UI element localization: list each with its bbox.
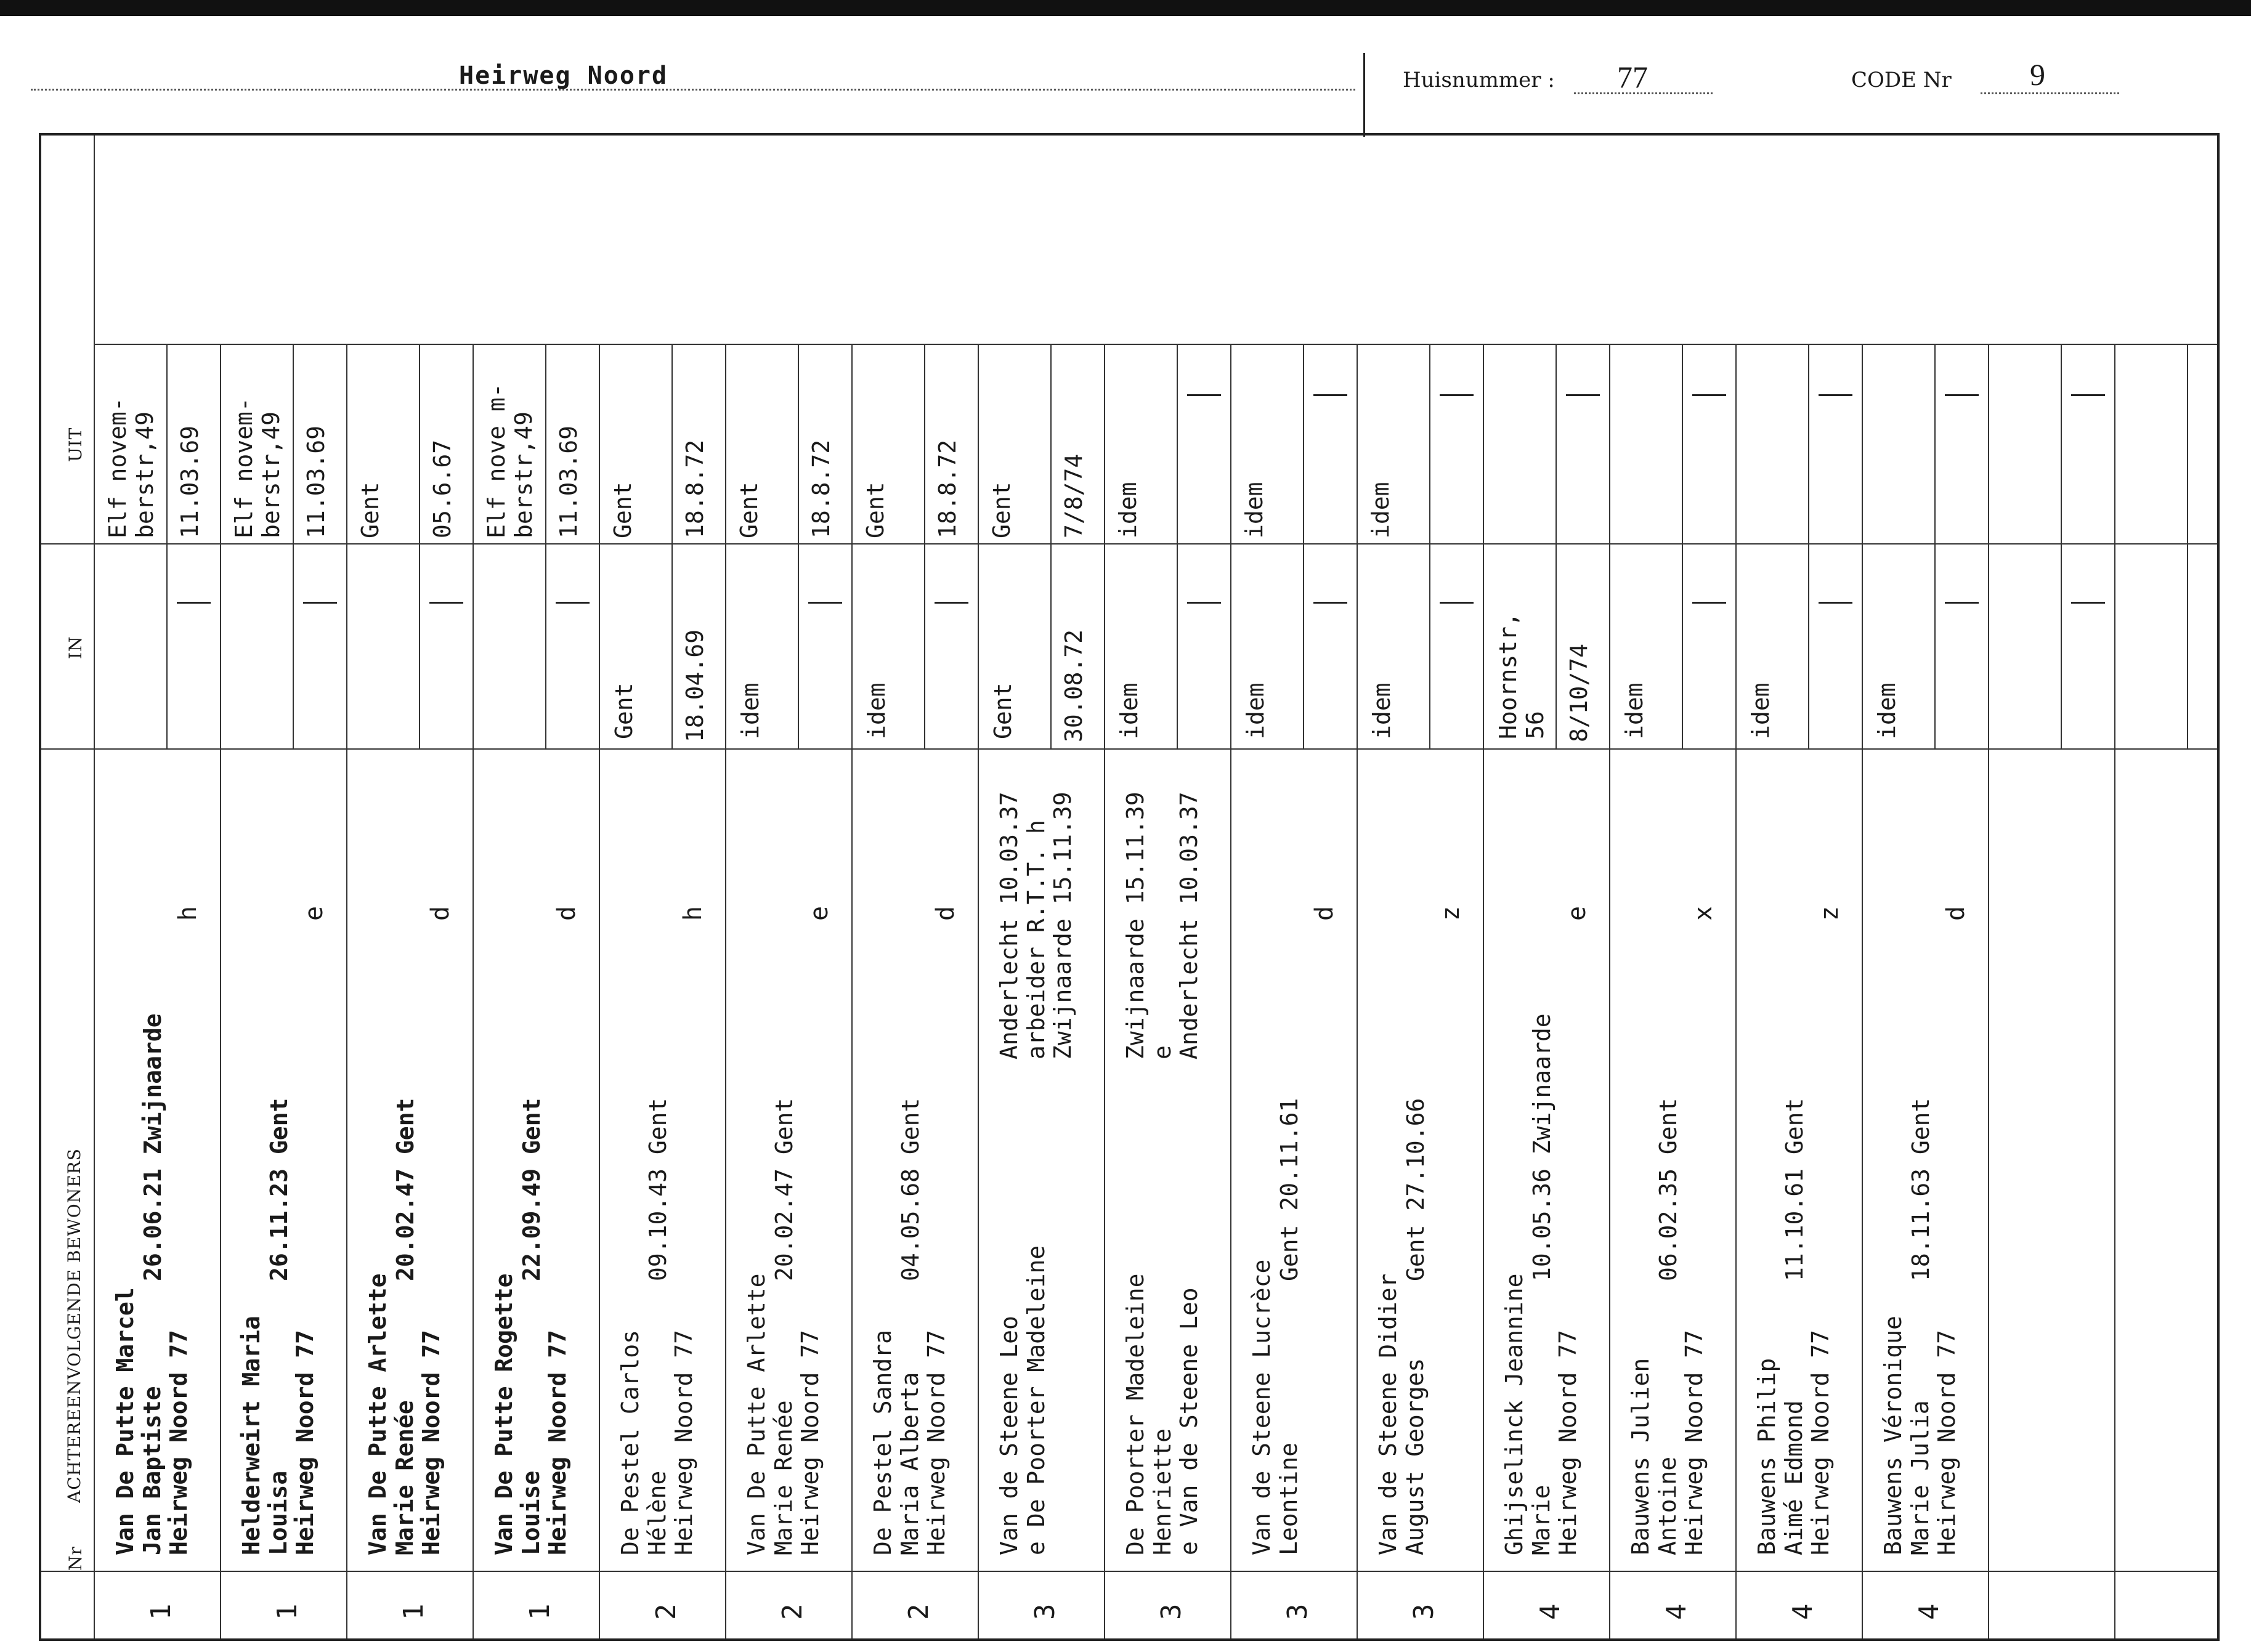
date-subcolumn-divider <box>1177 344 1178 748</box>
text-line: Gent 27.10.66 <box>1402 1098 1429 1281</box>
text-line: arbeider R.T.T. h <box>1022 820 1050 1059</box>
row-divider <box>346 344 347 1641</box>
row-divider <box>1483 344 1484 1641</box>
row-divider <box>1357 344 1358 1641</box>
text-line: d <box>1942 905 1970 921</box>
text-line: Henriette <box>1148 1428 1176 1555</box>
resident-name <box>238 1316 319 1555</box>
resident-name <box>1375 1273 1429 1555</box>
text-line: Jan Baptiste <box>138 1386 166 1555</box>
in-origin <box>611 682 638 739</box>
text-line: idem <box>1116 682 1143 739</box>
text-line: 10.05.36 Zwijnaarde <box>1528 1013 1555 1281</box>
text-line: 05.6.67 <box>429 439 456 538</box>
in-residents-divider <box>41 748 2220 750</box>
text-line: e <box>1563 905 1591 921</box>
text-line: idem <box>1747 682 1774 739</box>
birth-date-place <box>1655 1098 1682 1281</box>
text-line: Heirweg Noord 77 <box>670 1329 698 1555</box>
in-origin <box>1369 682 1396 739</box>
scan-top-edge <box>0 0 2251 16</box>
text-line: Van De Putte Marcel <box>112 1287 139 1555</box>
resident-name <box>491 1273 572 1555</box>
dash-mark <box>429 602 463 604</box>
birth-date-place <box>771 1098 798 1281</box>
text-line: idem <box>1368 682 1395 739</box>
text-line: Louise <box>517 1470 545 1555</box>
text-line: Anderlecht 10.03.37 <box>996 792 1023 1059</box>
text-line: berstr,49 <box>509 411 537 538</box>
header-divider <box>1363 53 1365 137</box>
dash-mark <box>303 602 337 604</box>
text-line: Gent <box>862 482 889 538</box>
in-origin <box>1748 682 1775 739</box>
text-line: Heirweg Noord 77 <box>418 1329 445 1555</box>
birth-date-place <box>1403 1098 1430 1281</box>
date-subcolumn-divider <box>1682 344 1683 748</box>
text-line: e <box>1148 1045 1176 1059</box>
row-number <box>1030 1604 1061 1621</box>
text-line: 18.8.72 <box>934 439 961 538</box>
dash-mark <box>556 602 590 604</box>
text-line: 4 <box>1661 1603 1692 1620</box>
resident-name <box>744 1273 824 1555</box>
text-line: Marie Julia <box>1906 1400 1934 1555</box>
dash-mark <box>1313 602 1347 604</box>
row-number <box>777 1604 809 1621</box>
resident-name <box>1754 1330 1835 1555</box>
text-line: 3 <box>1029 1603 1061 1620</box>
uit-date <box>556 426 583 538</box>
uit-destination <box>862 482 890 538</box>
row-divider <box>725 344 726 1641</box>
text-line: Heirweg Noord 77 <box>291 1329 319 1555</box>
text-line: berstr,49 <box>257 411 285 538</box>
text-line: h <box>174 905 202 921</box>
column-header-residents: ACHTEREENVOLGENDE BEWONERS <box>64 1148 84 1503</box>
text-line: e <box>805 905 833 921</box>
text-line: Heirweg Noord 77 <box>165 1329 193 1555</box>
text-line: 30.08.72 <box>1060 629 1087 742</box>
text-line: Antoine <box>1653 1456 1681 1555</box>
text-line: Heirweg Noord 77 <box>544 1329 572 1555</box>
role-code <box>174 906 202 921</box>
uit-date <box>303 426 330 538</box>
row-number <box>1283 1604 1314 1621</box>
uit-destination <box>231 397 285 538</box>
text-line: Elf novem- <box>230 397 258 538</box>
code-dotted-line <box>1981 92 2119 94</box>
resident-name <box>365 1273 445 1555</box>
uit-destination <box>1241 482 1268 538</box>
text-line: 18.8.72 <box>808 439 835 538</box>
text-line: Zwijnaarde 15.11.39 <box>1122 792 1149 1059</box>
text-line: Gent <box>357 482 384 538</box>
row-number <box>651 1604 683 1621</box>
dash-mark <box>1819 602 1852 604</box>
text-line: Gent <box>610 682 638 739</box>
text-line: 2 <box>651 1603 682 1620</box>
text-line: Bauwens Philip <box>1753 1358 1780 1555</box>
text-line: 8/10/74 <box>1565 643 1592 742</box>
text-line: Marie <box>1527 1484 1555 1555</box>
birth-date-place <box>266 1098 293 1281</box>
text-line: z <box>1437 905 1465 921</box>
text-line: Elf nove m- <box>483 383 510 538</box>
date-subcolumn-divider <box>166 344 168 748</box>
role-code <box>553 906 581 921</box>
uit-destination <box>357 482 384 538</box>
text-line: De Pestel Sandra <box>869 1329 896 1555</box>
text-line: e Van de Steene Leo <box>1175 1287 1203 1555</box>
column-header-nr: Nr <box>65 1546 86 1571</box>
residents-nr-divider <box>41 1571 2220 1572</box>
text-line: Heirweg Noord 77 <box>1933 1329 1961 1555</box>
text-line: 18.8.72 <box>681 439 708 538</box>
text-line: Heirweg Noord 77 <box>1554 1329 1582 1555</box>
role-code <box>1310 906 1339 921</box>
text-line: idem <box>1114 482 1142 538</box>
dash-mark <box>1566 394 1600 396</box>
text-line: e <box>300 905 328 921</box>
row-number <box>146 1604 177 1621</box>
in-origin <box>737 682 765 739</box>
role-code <box>805 906 833 921</box>
text-line: 2 <box>903 1603 935 1620</box>
code-label: CODE Nr <box>1851 68 1952 92</box>
resident-name <box>1628 1330 1708 1555</box>
text-line: Bauwens Véronique <box>1880 1316 1907 1555</box>
text-line: d <box>553 905 581 921</box>
text-line: Zwijnaarde 15.11.39 <box>1049 792 1077 1059</box>
row-number <box>399 1604 430 1621</box>
in-origin <box>1874 682 1901 739</box>
text-line: 3 <box>1282 1603 1313 1620</box>
row-divider <box>473 344 474 1641</box>
text-line: 18.04.69 <box>681 629 708 742</box>
uit-destination <box>736 482 763 538</box>
row-divider <box>1230 344 1231 1641</box>
role-code <box>1942 906 1970 921</box>
row-divider <box>851 344 853 1641</box>
text-line: berstr,49 <box>131 411 158 538</box>
text-line: 06.02.35 Gent <box>1655 1098 1682 1281</box>
text-line: 1 <box>272 1603 303 1620</box>
text-line: d <box>931 905 960 921</box>
top-band-divider <box>94 344 2220 345</box>
row-number <box>1788 1604 1819 1621</box>
row-divider <box>1609 344 1610 1641</box>
role-code <box>1437 906 1465 921</box>
text-line: idem <box>1242 682 1269 739</box>
text-line: Van De Putte Arlette <box>743 1273 770 1555</box>
text-line: Van de Steene Lucrèce <box>1248 1259 1275 1555</box>
resident-extra-info <box>996 792 1077 1059</box>
in-origin <box>1495 612 1549 739</box>
birth-date-place <box>519 1098 546 1281</box>
date-subcolumn-divider <box>1303 344 1304 748</box>
date-subcolumn-divider <box>1429 344 1430 748</box>
text-line: x <box>1689 905 1718 921</box>
uit-destination <box>1368 482 1395 538</box>
text-line: e De Poorter Madeleine <box>1022 1245 1050 1555</box>
text-line: Van De Putte Rogette <box>490 1273 517 1555</box>
text-line: Louisa <box>264 1470 292 1555</box>
text-line: Leontine <box>1275 1442 1302 1555</box>
text-line: Van de Steene Leo <box>996 1316 1023 1555</box>
uit-date <box>935 440 962 538</box>
row-divider <box>978 344 979 1641</box>
dash-mark <box>1187 394 1221 396</box>
dash-mark <box>1440 394 1474 396</box>
row-divider <box>599 344 600 1641</box>
text-line: Marie Renée <box>769 1400 797 1555</box>
dash-mark <box>1819 394 1852 396</box>
row-number <box>1535 1604 1567 1621</box>
text-line: August Georges <box>1401 1358 1429 1555</box>
birth-date-place <box>1529 1013 1556 1281</box>
text-line: Hoornstr, <box>1495 612 1522 739</box>
text-line: 04.05.68 Gent <box>897 1098 924 1281</box>
text-line: 3 <box>1156 1603 1187 1620</box>
text-line: Bauwens Julien <box>1627 1358 1654 1555</box>
text-line: d <box>1310 905 1339 921</box>
dash-mark <box>808 602 842 604</box>
date-subcolumn-divider <box>545 344 546 748</box>
text-line: h <box>679 905 707 921</box>
date-subcolumn-divider <box>419 344 420 748</box>
uit-date <box>1061 454 1088 538</box>
text-line: 09.10.43 Gent <box>644 1098 671 1281</box>
text-line: 1 <box>524 1603 556 1620</box>
text-line: Ghijselinck Jeannine <box>1501 1273 1528 1555</box>
text-line: 4 <box>1535 1603 1566 1620</box>
uit-date <box>429 440 456 538</box>
text-line: 26.11.23 Gent <box>266 1098 293 1281</box>
text-line: idem <box>863 682 890 739</box>
dash-mark <box>1187 602 1221 604</box>
dash-mark <box>1945 602 1979 604</box>
text-line: Marie Renée <box>391 1400 418 1555</box>
birth-date-place <box>140 1013 167 1281</box>
text-line: Elf novem- <box>104 397 131 538</box>
text-line: Helderweirt Maria <box>238 1316 265 1555</box>
text-line: 20.02.47 Gent <box>771 1098 798 1281</box>
text-line: idem <box>737 682 764 739</box>
uit-destination <box>484 383 537 538</box>
birth-date-place <box>645 1098 672 1281</box>
row-divider <box>1104 344 1105 1641</box>
row-divider <box>1988 344 1989 1641</box>
text-line: Maria Alberta <box>896 1372 923 1555</box>
row-number <box>525 1604 556 1621</box>
dash-mark <box>177 602 211 604</box>
text-line: idem <box>1367 482 1394 538</box>
dash-mark <box>1692 602 1726 604</box>
in-origin <box>1243 682 1270 739</box>
text-line: Aimé Edmond <box>1780 1400 1807 1555</box>
resident-name <box>1122 1273 1203 1555</box>
dash-mark <box>1692 394 1726 396</box>
role-code <box>300 906 328 921</box>
row-number <box>1156 1604 1188 1621</box>
text-line: 22.09.49 Gent <box>518 1098 545 1281</box>
uit-date <box>682 440 709 538</box>
text-line: 11.03.69 <box>176 425 203 538</box>
dash-mark <box>1313 394 1347 396</box>
in-date <box>682 630 709 742</box>
date-subcolumn-divider <box>924 344 925 748</box>
text-line: 56 <box>1521 711 1549 739</box>
resident-extra-info <box>1122 792 1203 1059</box>
dash-mark <box>1945 394 1979 396</box>
label-column-divider <box>94 136 95 1641</box>
text-line: 4 <box>1913 1603 1945 1620</box>
uit-destination <box>105 397 158 538</box>
text-line: De Poorter Madeleine <box>1122 1273 1149 1555</box>
street-name: Heirweg Noord <box>459 62 668 90</box>
column-header-in: IN <box>65 636 86 659</box>
text-line: Heirweg Noord 77 <box>1681 1329 1708 1555</box>
role-code <box>931 906 960 921</box>
resident-name <box>870 1330 951 1555</box>
code-value: 9 <box>2030 57 2045 92</box>
text-line: De Pestel Carlos <box>617 1329 644 1555</box>
dash-mark <box>2071 394 2105 396</box>
text-line: 18.11.63 Gent <box>1907 1098 1934 1281</box>
row-divider <box>2114 344 2115 1641</box>
resident-name <box>1249 1260 1302 1555</box>
birth-date-place <box>1276 1098 1304 1281</box>
text-line: idem <box>1873 682 1900 739</box>
text-line: 1 <box>398 1603 429 1620</box>
text-line: idem <box>1241 482 1268 538</box>
dash-mark <box>1440 602 1474 604</box>
birth-date-place <box>1782 1098 1809 1281</box>
row-divider <box>220 344 221 1641</box>
text-line: 11.10.61 Gent <box>1781 1098 1808 1281</box>
in-origin <box>864 682 891 739</box>
uit-destination <box>989 482 1016 538</box>
date-subcolumn-divider <box>1808 344 1809 748</box>
text-line: Gent <box>989 682 1016 739</box>
text-line: 20.02.47 Gent <box>392 1098 419 1281</box>
text-line: idem <box>1621 682 1648 739</box>
date-subcolumn-divider <box>1555 344 1557 748</box>
row-number <box>1409 1604 1440 1621</box>
in-origin <box>1116 682 1143 739</box>
house-number-label: Huisnummer : <box>1403 68 1555 92</box>
resident-name <box>1501 1273 1582 1555</box>
row-number <box>1661 1604 1693 1621</box>
birth-date-place <box>392 1098 420 1281</box>
uit-date <box>808 440 835 538</box>
role-code <box>1563 906 1591 921</box>
text-line: Gent 20.11.61 <box>1276 1098 1303 1281</box>
date-subcolumn-divider <box>2061 344 2062 748</box>
text-line: z <box>1815 905 1844 921</box>
column-header-uit: UIT <box>65 427 86 462</box>
text-line: Heirweg Noord 77 <box>1807 1329 1835 1555</box>
resident-name <box>1880 1316 1961 1555</box>
resident-name <box>617 1330 698 1555</box>
date-subcolumn-divider <box>798 344 799 748</box>
uit-date <box>177 426 204 538</box>
role-code <box>1689 906 1718 921</box>
in-date <box>1061 630 1088 742</box>
dash-mark <box>2071 602 2105 604</box>
in-origin <box>1621 682 1649 739</box>
text-line: Heirweg Noord 77 <box>923 1329 951 1555</box>
text-line: Gent <box>609 482 636 538</box>
residents-register-form <box>39 133 2220 1641</box>
text-line: Gent <box>736 482 763 538</box>
uit-in-divider <box>41 543 2220 545</box>
role-code <box>426 906 455 921</box>
text-line: 3 <box>1408 1603 1440 1620</box>
resident-name <box>996 1245 1050 1555</box>
text-line: 1 <box>145 1603 177 1620</box>
text-line: Hélène <box>643 1470 671 1555</box>
uit-destination <box>610 482 637 538</box>
date-subcolumn-divider <box>1934 344 1936 748</box>
text-line: Van de Steene Didier <box>1374 1273 1401 1555</box>
text-line: 4 <box>1787 1603 1819 1620</box>
text-line: 11.03.69 <box>302 425 330 538</box>
text-line: 11.03.69 <box>555 425 582 538</box>
text-line: d <box>426 905 455 921</box>
text-line: Van De Putte Arlette <box>364 1273 391 1555</box>
dash-mark <box>935 602 968 604</box>
date-subcolumn-divider <box>671 344 673 748</box>
birth-date-place <box>1908 1098 1935 1281</box>
text-line: 7/8/74 <box>1060 453 1087 538</box>
text-line: Anderlecht 10.03.37 <box>1175 792 1203 1059</box>
in-date <box>1566 644 1593 742</box>
text-line: 26.06.21 Zwijnaarde <box>139 1013 166 1281</box>
date-subcolumn-divider <box>293 344 294 748</box>
text-line: Gent <box>988 482 1015 538</box>
date-subcolumn-divider <box>2187 344 2188 748</box>
row-number <box>1914 1604 1945 1621</box>
text-line: 2 <box>777 1603 808 1620</box>
in-origin <box>990 682 1017 739</box>
row-divider <box>1735 344 1737 1641</box>
row-number <box>272 1604 304 1621</box>
resident-name <box>112 1287 193 1555</box>
birth-date-place <box>898 1098 925 1281</box>
date-subcolumn-divider <box>1050 344 1052 748</box>
role-code <box>1815 906 1844 921</box>
row-number <box>904 1604 935 1621</box>
house-number-value: 77 <box>1617 60 1648 94</box>
street-dotted-line <box>31 89 1355 91</box>
text-line: Heirweg Noord 77 <box>797 1329 824 1555</box>
uit-destination <box>1115 482 1142 538</box>
row-divider <box>1862 344 1863 1641</box>
role-code <box>679 906 707 921</box>
